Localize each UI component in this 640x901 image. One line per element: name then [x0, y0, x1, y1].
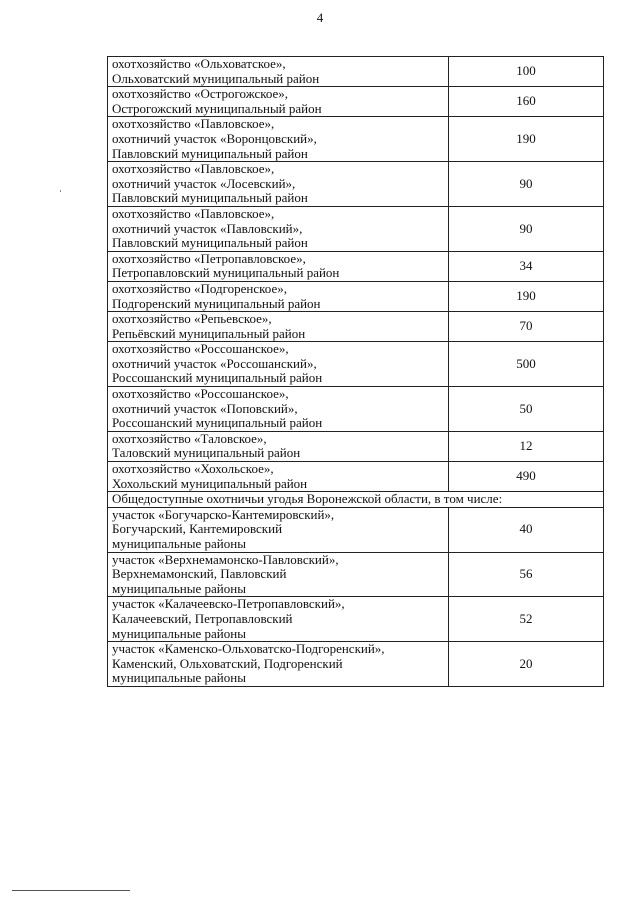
quota-value: 190 — [449, 117, 604, 162]
hunting-area-name-line: Острогожский муниципальный район — [112, 100, 322, 116]
quota-value: 160 — [449, 87, 604, 117]
table-row — [108, 87, 604, 117]
section-header: Общедоступные охотничьи угодья Воронежской области, в том числе: — [108, 492, 604, 508]
hunting-area-name — [108, 281, 449, 311]
table-row — [108, 281, 604, 311]
hunting-area-name-line: муниципальные районы — [112, 580, 246, 596]
hunting-area-name-line: Верхнемамонский, Павловский — [112, 566, 287, 582]
quota-value: 100 — [449, 57, 604, 87]
quota-value: 56 — [449, 552, 604, 597]
hunting-area-name-line: Павловский муниципальный район — [112, 235, 308, 251]
quota-value: 90 — [449, 162, 604, 207]
quota-value: 20 — [449, 642, 604, 687]
table-row — [108, 552, 604, 597]
hunting-area-name-line: муниципальные районы — [112, 536, 246, 551]
table-body — [108, 57, 604, 687]
hunting-area-name-line: охотхозяйство «Ольховатское», — [112, 56, 286, 71]
hunting-area-name — [108, 206, 449, 251]
table-row — [108, 462, 604, 492]
hunting-area-name-line: охотничий участок «Россошанский», — [112, 355, 317, 371]
hunting-area-name-line: Богучарский, Кантемировский — [112, 521, 283, 537]
table-row — [108, 162, 604, 207]
hunting-area-name-line: охотничий участок «Павловский», — [112, 220, 303, 236]
quota-value: 490 — [449, 462, 604, 492]
table-row — [108, 206, 604, 251]
hunting-area-name-line: Ольховатский муниципальный район — [112, 70, 320, 86]
quota-value: 12 — [449, 431, 604, 461]
table-row — [108, 597, 604, 642]
table-row — [108, 57, 604, 87]
hunting-area-name-line: Подгоренский муниципальный район — [112, 295, 321, 311]
hunting-area-name-line: участок «Калачеевско-Петропавловский», — [112, 596, 345, 612]
quota-value: 40 — [449, 507, 604, 552]
hunting-area-name-line: охотхозяйство «Подгоренское», — [112, 280, 287, 296]
footer-rule — [12, 890, 130, 891]
hunting-area-name-line: участок «Верхнемамонско-Павловский», — [112, 551, 339, 567]
hunting-area-name — [108, 552, 449, 597]
quota-value: 50 — [449, 387, 604, 432]
hunting-area-name-line: Россошанский муниципальный район — [112, 415, 323, 431]
hunting-area-name-line: участок «Каменско-Ольховатско-Подгоренский», — [112, 641, 385, 657]
hunting-area-name-line: муниципальные районы — [112, 625, 246, 641]
hunting-area-name-line: охотхозяйство «Павловское», — [112, 116, 275, 132]
hunting-area-name-line: охотхозяйство «Таловское», — [112, 430, 267, 446]
scan-artifact — [60, 190, 61, 192]
quota-value: 190 — [449, 281, 604, 311]
hunting-area-name — [108, 507, 449, 552]
table-row — [108, 342, 604, 387]
quota-value: 500 — [449, 342, 604, 387]
hunting-area-name — [108, 342, 449, 387]
page-number: 4 — [316, 10, 324, 25]
hunting-area-name-line: охотхозяйство «Павловское», — [112, 205, 275, 221]
table-row — [108, 387, 604, 432]
quota-value: 70 — [449, 312, 604, 342]
hunting-area-name — [108, 57, 449, 87]
hunting-area-name-line: Калачеевский, Петропавловский — [112, 610, 293, 626]
table-row — [108, 642, 604, 687]
hunting-area-name — [108, 117, 449, 162]
hunting-area-name-line: охотхозяйство «Павловское», — [112, 161, 275, 177]
hunting-area-name — [108, 597, 449, 642]
hunting-area-name — [108, 312, 449, 342]
hunting-area-name — [108, 87, 449, 117]
quota-value: 34 — [449, 251, 604, 281]
hunting-area-name-line: Павловский муниципальный район — [112, 190, 308, 206]
table-row — [108, 507, 604, 552]
hunting-area-name-line: охотничий участок «Поповский», — [112, 400, 298, 416]
hunting-area-name-line: участок «Богучарско-Кантемировский», — [112, 506, 335, 522]
hunting-area-name-line: охотхозяйство «Хохольское», — [112, 461, 274, 477]
hunting-area-name — [108, 162, 449, 207]
hunting-area-name-line: охотхозяйство «Петропавловское», — [112, 250, 306, 266]
hunting-area-name-line: охотничий участок «Лосевский», — [112, 175, 296, 191]
hunting-area-name-line: охотхозяйство «Россошанское», — [112, 386, 289, 402]
section-header-row — [108, 492, 604, 508]
hunting-area-name — [108, 387, 449, 432]
hunting-area-name-line: Павловский муниципальный район — [112, 145, 308, 161]
hunting-area-name — [108, 642, 449, 687]
table-row — [108, 251, 604, 281]
table-row — [108, 117, 604, 162]
hunting-area-name-line: Каменский, Ольховатский, Подгоренский — [112, 655, 343, 671]
hunting-area-name-line: Репьёвский муниципальный район — [112, 325, 306, 341]
hunting-area-name-line: охотхозяйство «Россошанское», — [112, 341, 289, 357]
hunting-area-name-line: муниципальные районы — [112, 670, 246, 686]
hunting-area-name-line: Россошанский муниципальный район — [112, 370, 323, 386]
hunting-area-name-line: Хохольский муниципальный район — [112, 475, 308, 491]
quota-value: 52 — [449, 597, 604, 642]
hunting-area-name-line: Петропавловский муниципальный район — [112, 265, 340, 281]
hunting-area-name-line: охотхозяйство «Репьевское», — [112, 311, 272, 327]
table-row — [108, 431, 604, 461]
hunting-area-name — [108, 251, 449, 281]
hunting-area-name — [108, 462, 449, 492]
quota-value: 90 — [449, 206, 604, 251]
hunting-area-name-line: охотничий участок «Воронцовский», — [112, 130, 317, 146]
hunting-area-name — [108, 431, 449, 461]
table-row — [108, 312, 604, 342]
hunting-area-name-line: Таловский муниципальный район — [112, 445, 301, 461]
hunting-quota-table — [107, 56, 604, 687]
hunting-area-name-line: охотхозяйство «Острогожское», — [112, 86, 289, 102]
